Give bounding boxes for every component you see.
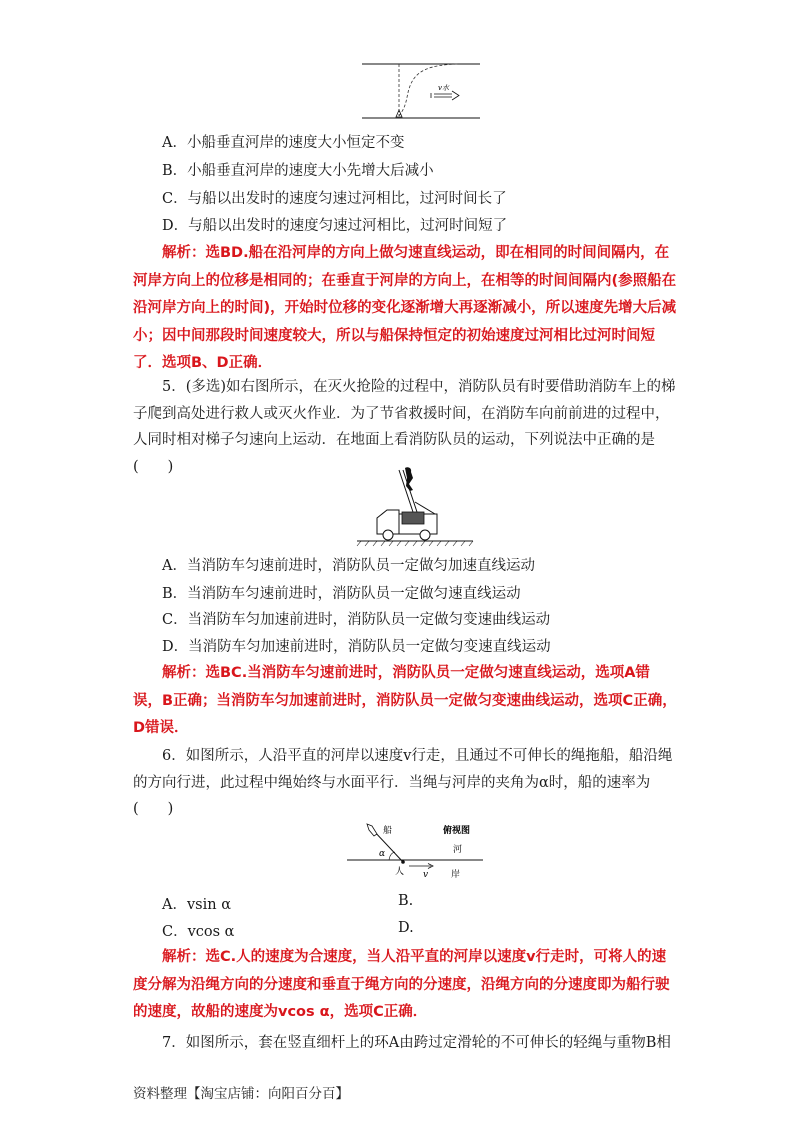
q4-analysis: 解析：选BD.船在沿河岸的方向上做匀速直线运动，即在相同的时间间隔内，在河岸方向上的位移是相同的；在垂直于河岸的方向上，在相等的时间间隔内(参照船在沿河岸方向上的时间)，开始时位移的变化逐渐增大再逐渐减小，所以速度先增大后减小；因中间那段时间速度较大，所以与船保持恒定的初始速度过河相比过河时间短了．选项B、D正确． [133, 245, 677, 371]
boat-label: 船 [383, 826, 393, 836]
q6-stem: 6．如图所示，人沿平直的河岸以速度v行走，且通过不可伸长的绳拖船，船沿绳的方向行进，此过程中绳始终与水面平行．当绳与河岸的夹角为α时，船的速率为( ) [133, 748, 673, 817]
water-arrow-head [452, 91, 459, 100]
water-velocity-label: v水 [438, 84, 449, 92]
q5-analysis: 解析：选BC.当消防车匀速前进时，消防队员一定做匀速直线运动，选项A错误，B正确；当消防车匀加速前进时，消防队员一定做匀变速曲线运动，选项C正确，D错误． [133, 665, 677, 736]
q6-option-a: A．vsin α [162, 897, 231, 913]
q5-option-c: C．当消防车匀加速前进时，消防队员一定做匀变速曲线运动 [162, 612, 551, 628]
fire-truck-figure [355, 462, 475, 548]
top-view-label: 俯视图 [443, 826, 471, 836]
person-dot [401, 860, 405, 864]
rear-wheel [420, 530, 430, 540]
velocity-label: v [423, 870, 429, 880]
q6-option-d: D. [398, 920, 414, 936]
front-wheel [383, 530, 393, 540]
q5-option-b: B．当消防车匀速前进时，消防队员一定做匀速直线运动 [162, 586, 521, 602]
person-label: 人 [395, 867, 405, 877]
alpha-label: α [379, 849, 386, 859]
q5-option-d: D．当消防车匀加速前进时，消防队员一定做匀变速直线运动 [162, 639, 551, 655]
footer-source: 资料整理【淘宝店铺：向阳百分百】 [133, 1086, 349, 1102]
q6-option-c: C．vcos α [162, 924, 235, 940]
q5-stem: 5．(多选)如右图所示，在灭火抢险的过程中，消防队员有时要借助消防车上的梯子爬到高处进行救人或灭火作业．为了节省救援时间，在消防车向前前进的过程中，人同时相对梯子匀速向上运动．在地面上看消防队员的运动，下列说法中正确的是( ) [133, 379, 676, 475]
q5-option-a: A．当消防车匀速前进时，消防队员一定做匀加速直线运动 [162, 558, 535, 574]
bank-label: 岸 [451, 870, 461, 880]
q4-option-a: A．小船垂直河岸的速度大小恒定不变 [162, 135, 405, 151]
curved-path-dashed [399, 64, 458, 116]
q6-analysis: 解析：选C.人的速度为合速度，当人沿平直的河岸以速度v行走时，可将人的速度分解为沿绳方向的分速度和垂直于绳方向的分速度，沿绳方向的分速度即为船行驶的速度，故船的速度为vcos α，选项C正确． [133, 949, 670, 1020]
river-crossing-figure [360, 58, 482, 120]
q4-option-d: D．与船以出发时的速度匀速过河相比，过河时间短了 [162, 218, 508, 234]
boat-towing-figure [345, 822, 485, 884]
q4-option-c: C．与船以出发时的速度匀速过河相比，过河时间长了 [162, 191, 507, 207]
ground-hatch [357, 541, 473, 546]
q4-option-b: B．小船垂直河岸的速度大小先增大后减小 [162, 163, 434, 179]
q6-option-b: B. [398, 893, 414, 909]
truck-cargo [402, 512, 424, 524]
q7-stem: 7．如图所示，套在竖直细杆上的环A由跨过定滑轮的不可伸长的轻绳与重物B相 [162, 1035, 671, 1051]
towed-boat-icon [367, 824, 377, 836]
river-label: 河 [453, 845, 463, 855]
